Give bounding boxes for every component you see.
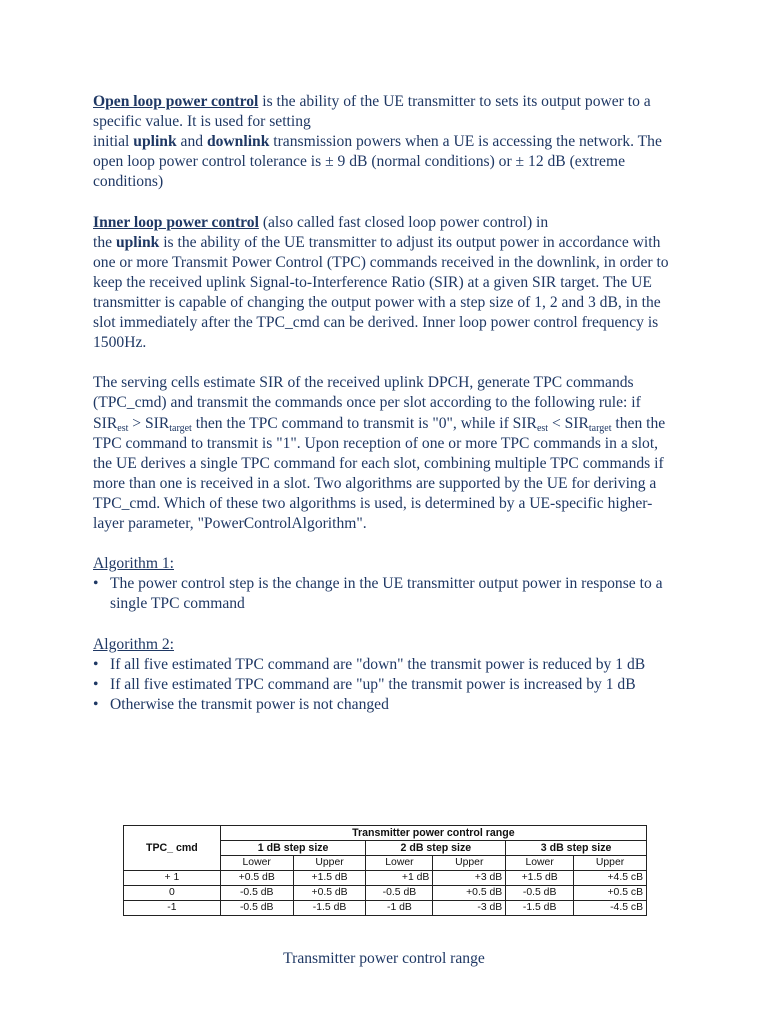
table-cell: -1 bbox=[124, 901, 221, 916]
table-cell: -1 dB bbox=[366, 901, 433, 916]
paragraph-open-loop bbox=[93, 92, 678, 192]
table-cell: -0.5 dB bbox=[506, 886, 574, 901]
paragraph-inner-loop bbox=[93, 213, 678, 354]
text: then the TPC command to transmit is "0", while if SIR bbox=[191, 414, 537, 432]
table-cell: +1.5 dB bbox=[506, 871, 574, 886]
text: is the ability of the UE transmitter to sets its output power to a specific value. It is used for setting bbox=[93, 93, 651, 131]
bold-downlink: downlink bbox=[206, 133, 270, 151]
list-item bbox=[93, 574, 678, 614]
table-cell: +1 dB bbox=[366, 871, 433, 886]
table-cell: -1.5 dB bbox=[506, 901, 574, 916]
bullet-icon: • bbox=[93, 655, 99, 673]
table-row bbox=[124, 901, 647, 916]
text: then the TPC command to transmit is "1". Upon reception of one or more TPC commands in a slot, the UE derives a single TPC command for each slot, combining multiple TPC commands if more than one is received in a slot. Two algorithms are supported by the UE for deriving a TPC_cmd. Which of these two algorithms is used, is determined by a UE-specific higher-layer parameter, "PowerControlAlgorithm". bbox=[93, 414, 666, 532]
column-header: Lower bbox=[506, 856, 574, 871]
list-item-text: Otherwise the transmit power is not changed bbox=[110, 695, 389, 713]
column-header: Lower bbox=[366, 856, 433, 871]
document-body bbox=[93, 92, 678, 715]
list-item bbox=[93, 655, 678, 675]
text: < SIR bbox=[548, 414, 589, 432]
table-row bbox=[124, 871, 647, 886]
term-inner-loop: Inner loop power control bbox=[93, 213, 259, 231]
subscript: est bbox=[536, 422, 549, 434]
table-cell: +1.5 dB bbox=[293, 871, 366, 886]
text: (also called fast closed loop power control) in bbox=[258, 213, 549, 231]
text: > SIR bbox=[128, 414, 170, 432]
list-item bbox=[93, 675, 678, 695]
table-cell: 0 bbox=[124, 886, 221, 901]
column-header: Upper bbox=[293, 856, 366, 871]
list-item-text: The power control step is the change in the UE transmitter output power in response to a single TPC command bbox=[110, 575, 663, 613]
text: transmission powers when a UE is accessing the network. The open loop power control tolerance is ± 9 dB (normal conditions) or ± 12 dB (extreme conditions) bbox=[93, 133, 662, 191]
list-item-text: If all five estimated TPC command are "up" the transmit power is increased by 1 dB bbox=[110, 675, 636, 693]
list-item-text: If all five estimated TPC command are "down" the transmit power is reduced by 1 dB bbox=[110, 655, 646, 673]
table-cell: -0.5 dB bbox=[220, 886, 293, 901]
table-cell: + 1 bbox=[124, 871, 221, 886]
group-header: 3 dB step size bbox=[506, 841, 647, 856]
table-row-header: TPC_ cmd bbox=[124, 826, 221, 871]
bold-uplink: uplink bbox=[115, 233, 160, 251]
subscript: est bbox=[117, 422, 129, 434]
text: the bbox=[93, 233, 116, 251]
table-cell: -4.5 cB bbox=[574, 901, 647, 916]
bullet-icon: • bbox=[93, 575, 99, 593]
bullet-icon: • bbox=[93, 675, 99, 693]
table-cell: +3 dB bbox=[433, 871, 506, 886]
algorithm-2-heading: Algorithm 2: bbox=[93, 635, 174, 653]
table-cell: +4.5 cB bbox=[574, 871, 647, 886]
subscript: target bbox=[588, 422, 612, 434]
list-item bbox=[93, 695, 678, 715]
algorithm-1-heading: Algorithm 1: bbox=[93, 555, 174, 573]
power-control-table bbox=[123, 825, 647, 916]
table-cell: -3 dB bbox=[433, 901, 506, 916]
table-cell: +0.5 cB bbox=[574, 886, 647, 901]
column-header: Lower bbox=[220, 856, 293, 871]
table-title: Transmitter power control range bbox=[220, 826, 646, 841]
group-header: 1 dB step size bbox=[220, 841, 366, 856]
group-header: 2 dB step size bbox=[366, 841, 506, 856]
table-cell: +0.5 dB bbox=[293, 886, 366, 901]
table-cell: +0.5 dB bbox=[433, 886, 506, 901]
table-cell: -1.5 dB bbox=[293, 901, 366, 916]
table-row bbox=[124, 886, 647, 901]
column-header: Upper bbox=[574, 856, 647, 871]
subscript: target bbox=[169, 422, 192, 434]
term-open-loop: Open loop power control bbox=[93, 93, 259, 110]
bullet-icon: • bbox=[93, 695, 99, 713]
bold-uplink: uplink bbox=[133, 133, 177, 151]
text: is the ability of the UE transmitter to adjust its output power in accordance with one or more Transmit Power Control (TPC) commands received in the downlink, in order to keep the received uplink Signal-to-Interference Ratio (SIR) at a given SIR target. The UE transmitter is capable of changing the output power with a step size of 1, 2 and 3 dB, in the slot immediately after the TPC_cmd can be derived. Inner loop power control frequency is 1500Hz. bbox=[93, 233, 669, 352]
text: and bbox=[176, 133, 207, 151]
text: The serving cells estimate SIR of the received uplink DPCH, generate TPC commands (TPC_cmd) and transmit the commands once per slot according to the following rule: if SIR bbox=[93, 374, 641, 432]
column-header: Upper bbox=[433, 856, 506, 871]
table-cell: -0.5 dB bbox=[366, 886, 433, 901]
table-cell: +0.5 dB bbox=[220, 871, 293, 886]
text: initial bbox=[93, 133, 134, 151]
table-caption: Transmitter power control range bbox=[283, 950, 485, 967]
paragraph-serving-cells bbox=[93, 373, 678, 534]
table-cell: -0.5 dB bbox=[220, 901, 293, 916]
